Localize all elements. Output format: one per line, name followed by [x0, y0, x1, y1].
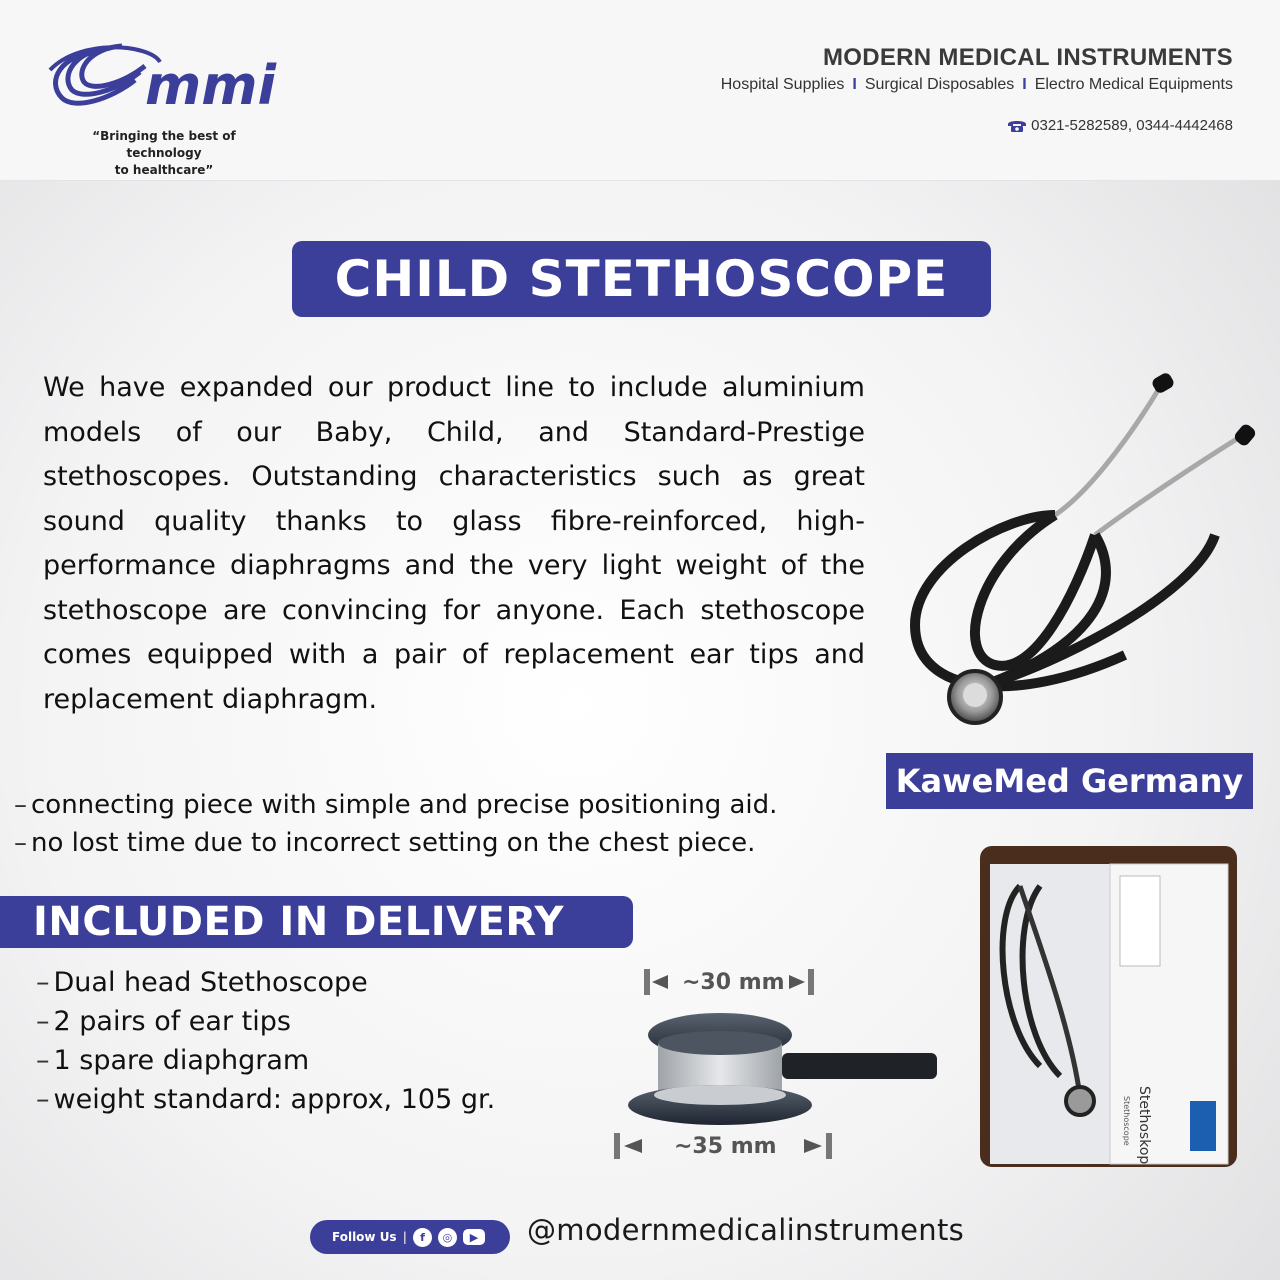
stethoscope-image	[895, 365, 1265, 735]
social-handle[interactable]: @modernmedicalinstruments	[527, 1213, 965, 1247]
service-surgical-disposables: Surgical Disposables	[864, 76, 1015, 93]
tagline: “Bringing the best of technology to healthcare”	[92, 129, 236, 177]
header	[0, 0, 1280, 181]
phone-contact	[1007, 117, 1233, 134]
service-hospital-supplies: Hospital Supplies	[720, 76, 845, 93]
list-item: – no lost time due to incorrect setting on the chest piece.	[14, 828, 756, 858]
page-title: CHILD STETHOSCOPE	[292, 241, 991, 317]
delivery-heading: INCLUDED IN DELIVERY	[0, 896, 633, 948]
product-description: We have expanded our product line to include aluminium models of our Baby, Child, and Standard-Prestige stethoscopes. Outstanding characteristics such as great sound quality thanks to glass fibre-reinforced, high-performance diaphragms and the very light weight of the stethoscope are convincing for anyone. Each stethoscope comes equipped with a pair of replacement ear tips and replacement diaphragm.	[43, 372, 865, 715]
youtube-icon[interactable]: ▶	[463, 1229, 485, 1245]
follow-us-label: Follow Us	[332, 1230, 397, 1244]
follow-us-bar: Follow Us | f ◎ ▶	[310, 1220, 510, 1254]
svg-text:Stethoscope: Stethoscope	[1122, 1096, 1131, 1146]
package-photo	[980, 846, 1237, 1167]
phone-numbers: 0321-5282589, 0344-4442468	[1031, 117, 1233, 134]
list-item: – connecting piece with simple and precise positioning aid.	[14, 790, 778, 820]
list-item: – Dual head Stethoscope	[36, 967, 368, 998]
instagram-icon[interactable]: ◎	[438, 1228, 457, 1247]
service-electro-medical: Electro Medical Equipments	[1034, 76, 1233, 93]
svg-text:Stethoskop: Stethoskop	[1136, 1086, 1152, 1165]
feature-list	[14, 786, 894, 862]
phone-icon	[1007, 119, 1027, 133]
chest-piece-diagram	[600, 955, 950, 1170]
services-line: Hospital Supplies I Surgical Disposables I Electro Medical Equipments	[720, 76, 1233, 93]
mmi-logo	[40, 40, 290, 110]
list-item: – 2 pairs of ear tips	[36, 1006, 291, 1037]
delivery-list	[36, 963, 596, 1119]
facebook-icon[interactable]: f	[413, 1228, 432, 1247]
svg-text:mmi: mmi	[145, 54, 277, 110]
company-name: MODERN MEDICAL INSTRUMENTS	[822, 44, 1233, 71]
list-item: – weight standard: approx, 105 gr.	[36, 1084, 496, 1115]
svg-text:~35 mm: ~35 mm	[674, 1134, 777, 1159]
svg-text:~30 mm: ~30 mm	[682, 970, 785, 995]
list-item: – 1 spare diaphgram	[36, 1045, 310, 1076]
brand-label: KaweMed Germany	[886, 753, 1253, 809]
